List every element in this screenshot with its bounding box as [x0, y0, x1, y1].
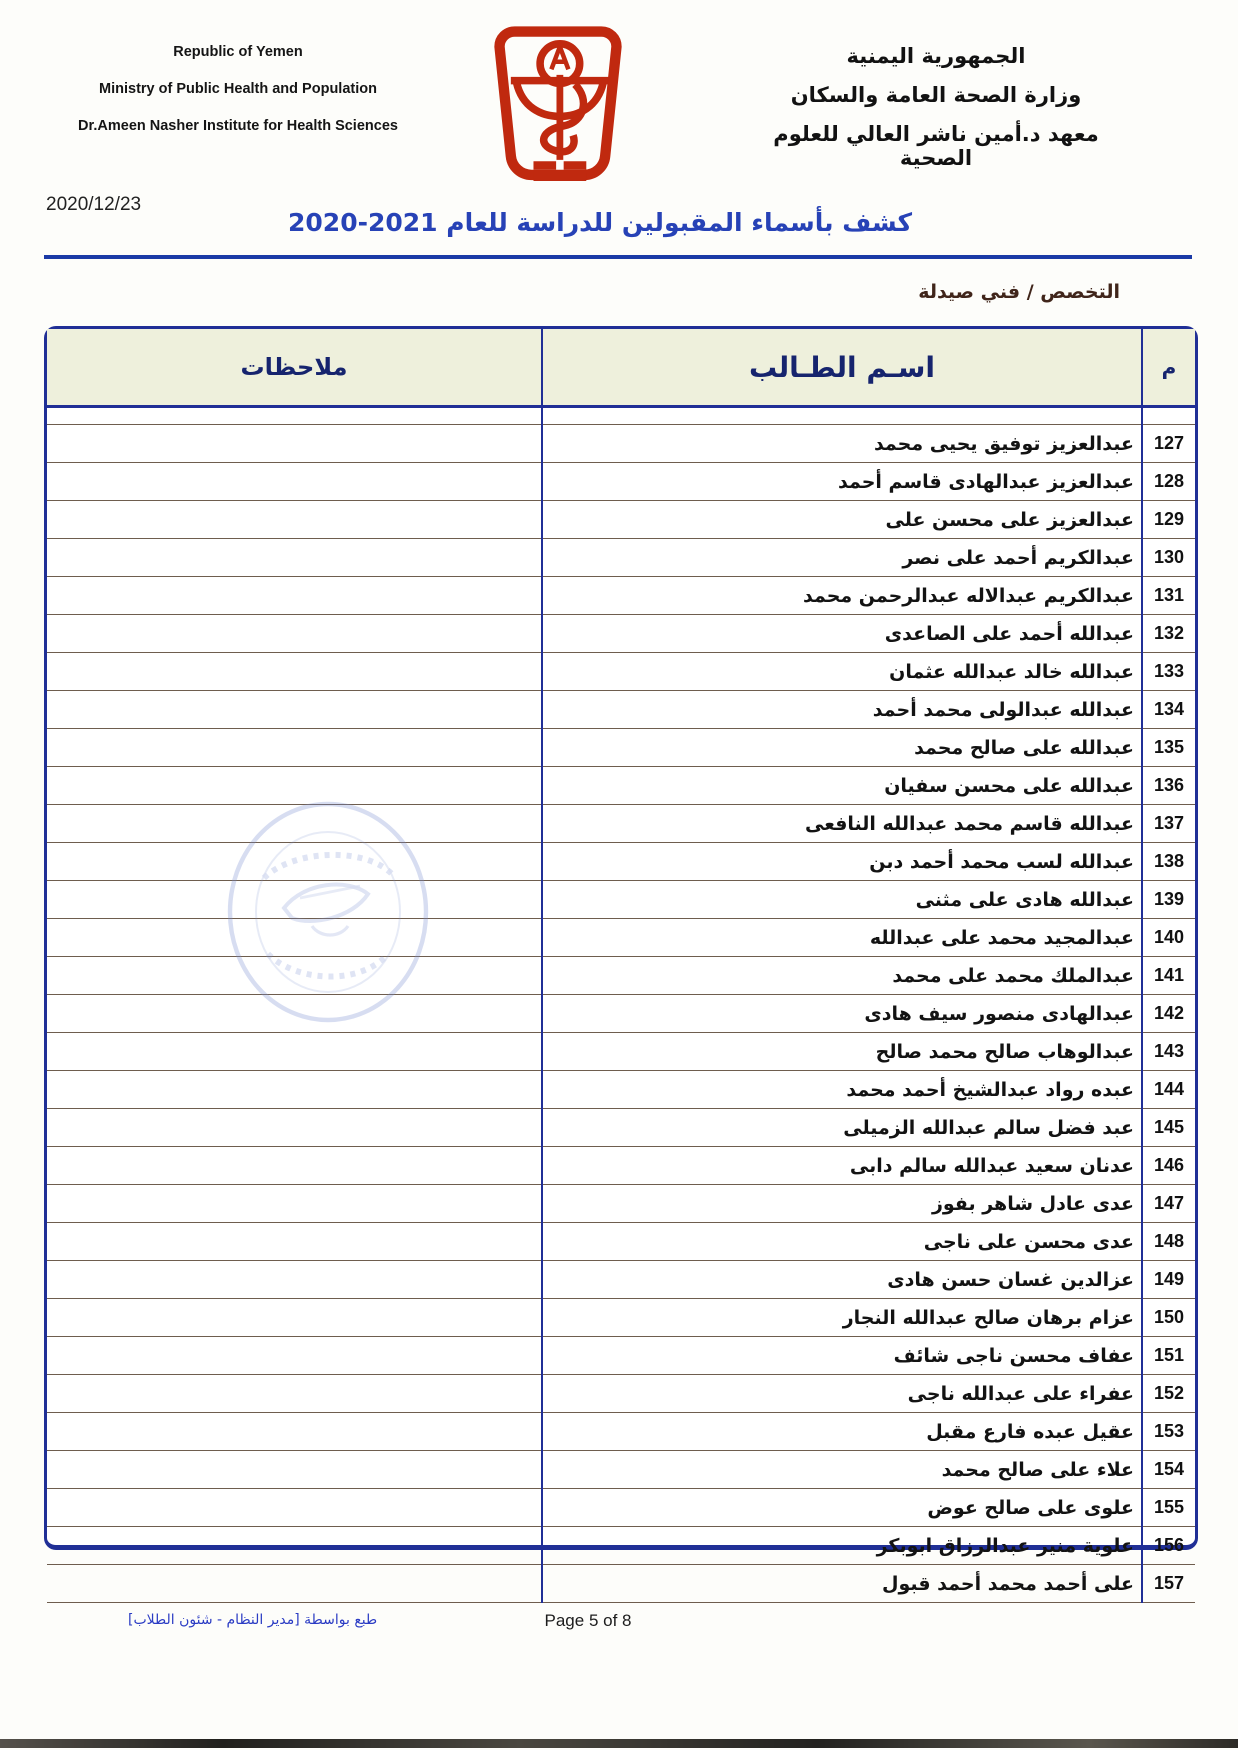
- student-name-cell: عدنان سعيد عبدالله سالم دابى: [542, 1147, 1142, 1185]
- table-row: [47, 1299, 1195, 1337]
- notes-cell: [47, 805, 542, 843]
- row-number-cell: 145: [1142, 1109, 1195, 1147]
- table-row: [47, 1033, 1195, 1071]
- student-name-cell: عبدالله أحمد على الصاعدى: [542, 615, 1142, 653]
- notes-cell: [47, 1033, 542, 1071]
- table-row: [47, 463, 1195, 501]
- student-name-cell: عدى محسن على ناجى: [542, 1223, 1142, 1261]
- letterhead-arabic: [766, 44, 1106, 185]
- students-table-grid: [47, 329, 1195, 1603]
- table-row: [47, 1337, 1195, 1375]
- student-name-cell: عزالدين غسان حسن هادى: [542, 1261, 1142, 1299]
- title-divider: [44, 255, 1192, 259]
- student-name-cell: علاء على صالح محمد: [542, 1451, 1142, 1489]
- table-row: [47, 1489, 1195, 1527]
- notes-cell: [47, 1375, 542, 1413]
- student-name-cell: عفراء على عبدالله ناجى: [542, 1375, 1142, 1413]
- student-name-cell: عبدالكريم عبدالاله عبدالرحمن محمد: [542, 577, 1142, 615]
- student-name-cell: عبدالعزيز عبدالهادى قاسم أحمد: [542, 463, 1142, 501]
- table-row: [47, 1109, 1195, 1147]
- table-row: [47, 1375, 1195, 1413]
- table-row: [47, 539, 1195, 577]
- row-number-cell: 148: [1142, 1223, 1195, 1261]
- student-name-cell: عبدالله لسب محمد أحمد دبن: [542, 843, 1142, 881]
- row-number-cell: 129: [1142, 501, 1195, 539]
- row-number-cell: 138: [1142, 843, 1195, 881]
- row-number-cell: 130: [1142, 539, 1195, 577]
- student-name-cell: على أحمد محمد أحمد قبول: [542, 1565, 1142, 1603]
- student-name-cell: عبده رواد عبدالشيخ أحمد محمد: [542, 1071, 1142, 1109]
- notes-cell: [47, 957, 542, 995]
- notes-cell: [47, 1147, 542, 1185]
- column-header-number: م: [1142, 329, 1195, 407]
- row-number-cell: 134: [1142, 691, 1195, 729]
- student-name-cell: عبدالله هادى على مثنى: [542, 881, 1142, 919]
- table-row: [47, 1223, 1195, 1261]
- row-number-cell: 127: [1142, 425, 1195, 463]
- table-row: [47, 843, 1195, 881]
- notes-cell: [47, 691, 542, 729]
- notes-cell: [47, 463, 542, 501]
- row-number-cell: 137: [1142, 805, 1195, 843]
- notes-cell: [47, 1071, 542, 1109]
- row-number-cell: 139: [1142, 881, 1195, 919]
- student-name-cell: عبدالمجيد محمد على عبدالله: [542, 919, 1142, 957]
- table-row: [47, 577, 1195, 615]
- student-name-cell: عبدالكريم أحمد على نصر: [542, 539, 1142, 577]
- printed-by-note: طبع بواسطة [مدير النظام - شئون الطلاب]: [128, 1612, 378, 1628]
- row-number-cell: 153: [1142, 1413, 1195, 1451]
- student-name-cell: عبدالله قاسم محمد عبدالله النافعى: [542, 805, 1142, 843]
- notes-cell: [47, 425, 542, 463]
- letterhead-english: [52, 44, 424, 155]
- student-name-cell: عبد فضل سالم عبدالله الزميلى: [542, 1109, 1142, 1147]
- student-name-cell: عبدالعزيز توفيق يحيى محمد: [542, 425, 1142, 463]
- table-row: [47, 615, 1195, 653]
- student-name-cell: علوية منير عبدالرزاق ابوبكر: [542, 1527, 1142, 1565]
- notes-cell: [47, 843, 542, 881]
- table-header-row: [47, 329, 1195, 407]
- table-row: [47, 1147, 1195, 1185]
- letterhead-en-line3: Dr.Ameen Nasher Institute for Health Sciences: [78, 118, 398, 134]
- page-number: Page 5 of 8: [544, 1611, 632, 1630]
- row-number-cell: 155: [1142, 1489, 1195, 1527]
- row-number-cell: 141: [1142, 957, 1195, 995]
- student-name-cell: عبدالوهاب صالح محمد صالح: [542, 1033, 1142, 1071]
- document-title: كشف بأسماء المقبولين للدراسة للعام 2021-2020: [288, 208, 912, 237]
- table-row: [47, 805, 1195, 843]
- row-number-cell: 131: [1142, 577, 1195, 615]
- student-name-cell: عبدالعزيز على محسن على: [542, 501, 1142, 539]
- student-name-cell: عبدالهادى منصور سيف هادى: [542, 995, 1142, 1033]
- notes-cell: [47, 995, 542, 1033]
- notes-cell: [47, 501, 542, 539]
- notes-cell: [47, 1451, 542, 1489]
- table-row: [47, 881, 1195, 919]
- student-name-cell: عبدالله عبدالولى محمد أحمد: [542, 691, 1142, 729]
- notes-cell: [47, 539, 542, 577]
- row-number-cell: 132: [1142, 615, 1195, 653]
- row-number-cell: 143: [1142, 1033, 1195, 1071]
- column-header-student-name: اسـم الطـالب: [542, 329, 1142, 407]
- student-name-cell: علوى على صالح عوض: [542, 1489, 1142, 1527]
- table-row: [47, 653, 1195, 691]
- letterhead-ar-line2: وزارة الصحة العامة والسكان: [790, 83, 1082, 107]
- letterhead-ar-line1: الجمهورية اليمنية: [846, 44, 1026, 68]
- student-name-cell: عقيل عبده فارع مقبل: [542, 1413, 1142, 1451]
- student-name-cell: عبدالملك محمد على محمد: [542, 957, 1142, 995]
- scan-edge-artifact: [0, 1739, 1238, 1748]
- spacer-row: [47, 407, 1195, 425]
- student-name-cell: عبدالله خالد عبدالله عثمان: [542, 653, 1142, 691]
- notes-cell: [47, 1261, 542, 1299]
- row-number-cell: 135: [1142, 729, 1195, 767]
- institute-emblem-icon: [463, 24, 653, 190]
- row-number-cell: 149: [1142, 1261, 1195, 1299]
- table-row: [47, 1451, 1195, 1489]
- student-name-cell: عزام برهان صالح عبدالله النجار: [542, 1299, 1142, 1337]
- table-row: [47, 995, 1195, 1033]
- row-number-cell: 147: [1142, 1185, 1195, 1223]
- row-number-cell: 146: [1142, 1147, 1195, 1185]
- notes-cell: [47, 653, 542, 691]
- notes-cell: [47, 1337, 542, 1375]
- notes-cell: [47, 1413, 542, 1451]
- letterhead-en-line2: Ministry of Public Health and Population: [99, 81, 377, 97]
- table-row: [47, 729, 1195, 767]
- row-number-cell: 150: [1142, 1299, 1195, 1337]
- specialization-label: التخصص / فني صيدلة: [918, 281, 1120, 303]
- notes-cell: [47, 577, 542, 615]
- row-number-cell: 140: [1142, 919, 1195, 957]
- notes-cell: [47, 1223, 542, 1261]
- table-row: [47, 957, 1195, 995]
- table-row: [47, 1261, 1195, 1299]
- row-number-cell: 133: [1142, 653, 1195, 691]
- row-number-cell: 152: [1142, 1375, 1195, 1413]
- row-number-cell: 151: [1142, 1337, 1195, 1375]
- student-name-cell: عبدالله على صالح محمد: [542, 729, 1142, 767]
- notes-cell: [47, 767, 542, 805]
- notes-cell: [47, 615, 542, 653]
- table-row: [47, 425, 1195, 463]
- row-number-cell: 156: [1142, 1527, 1195, 1565]
- table-row: [47, 1413, 1195, 1451]
- print-date: 2020/12/23: [46, 194, 142, 215]
- table-row: [47, 1565, 1195, 1603]
- table-row: [47, 691, 1195, 729]
- notes-cell: [47, 881, 542, 919]
- table-row: [47, 767, 1195, 805]
- table-row: [47, 1527, 1195, 1565]
- students-table: [44, 326, 1198, 1595]
- notes-cell: [47, 729, 542, 767]
- table-row: [47, 501, 1195, 539]
- row-number-cell: 157: [1142, 1565, 1195, 1603]
- notes-cell: [47, 1185, 542, 1223]
- notes-cell: [47, 1109, 542, 1147]
- letterhead-en-line1: Republic of Yemen: [173, 44, 303, 60]
- notes-cell: [47, 919, 542, 957]
- notes-cell: [47, 1299, 542, 1337]
- column-header-notes: ملاحظات: [47, 329, 542, 407]
- table-row: [47, 919, 1195, 957]
- table-row: [47, 1071, 1195, 1109]
- row-number-cell: 154: [1142, 1451, 1195, 1489]
- student-name-cell: عدى عادل شاهر بفوز: [542, 1185, 1142, 1223]
- notes-cell: [47, 1565, 542, 1603]
- student-name-cell: عفاف محسن ناجى شائف: [542, 1337, 1142, 1375]
- table-row: [47, 1185, 1195, 1223]
- row-number-cell: 142: [1142, 995, 1195, 1033]
- row-number-cell: 144: [1142, 1071, 1195, 1109]
- row-number-cell: 128: [1142, 463, 1195, 501]
- letterhead-ar-line3: معهد د.أمين ناشر العالي للعلوم الصحية: [773, 122, 1099, 170]
- row-number-cell: 136: [1142, 767, 1195, 805]
- notes-cell: [47, 1527, 542, 1565]
- notes-cell: [47, 1489, 542, 1527]
- student-name-cell: عبدالله على محسن سفيان: [542, 767, 1142, 805]
